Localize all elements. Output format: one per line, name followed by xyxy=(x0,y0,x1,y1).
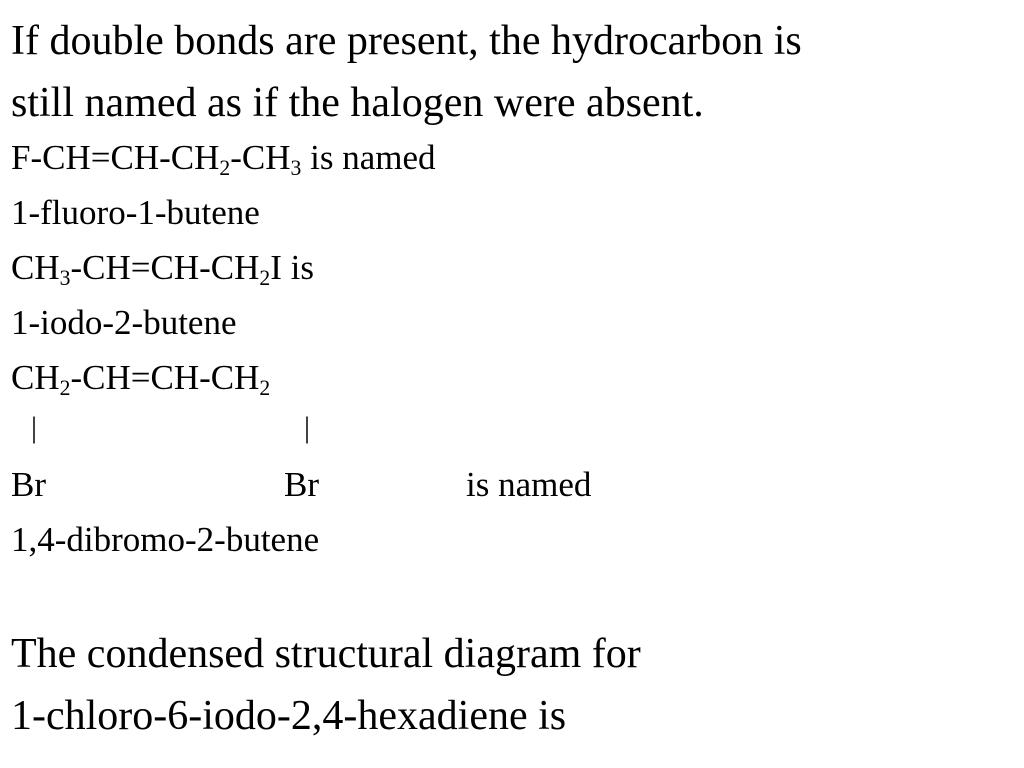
formula-part: CH xyxy=(11,358,60,397)
formula-subscript: 3 xyxy=(59,266,71,291)
bond-line-right: | xyxy=(304,411,311,444)
formula-part: -CH=CH-CH xyxy=(70,358,260,397)
formula-part: -CH=CH-CH xyxy=(70,248,260,287)
formula-part: is named xyxy=(301,138,436,177)
substituent-right: Br xyxy=(284,465,319,504)
formula-subscript: 3 xyxy=(290,156,302,181)
formula-part: F-CH=CH-CH xyxy=(11,138,220,177)
example1-formula xyxy=(11,138,436,181)
formula-part: I is xyxy=(270,248,314,287)
question-line-2: 1-chloro-6-iodo-2,4-hexadiene is xyxy=(11,693,567,739)
example3-formula xyxy=(11,358,271,401)
example2-formula xyxy=(11,248,314,291)
bond-line-left: | xyxy=(31,411,38,444)
formula-part: CH xyxy=(11,248,60,287)
is-named-label: is named xyxy=(466,465,592,504)
example1-name: 1-fluoro-1-butene xyxy=(11,193,260,232)
intro-line-1: If double bonds are present, the hydrocarbon is xyxy=(11,18,802,64)
formula-subscript: 2 xyxy=(259,376,271,401)
intro-line-2: still named as if the halogen were absent. xyxy=(11,80,704,126)
formula-subscript: 2 xyxy=(259,266,271,291)
formula-subscript: 2 xyxy=(59,376,71,401)
example2-name: 1-iodo-2-butene xyxy=(11,303,237,342)
example3-name: 1,4-dibromo-2-butene xyxy=(11,520,320,559)
question-line-1: The condensed structural diagram for xyxy=(11,631,641,677)
formula-part: -CH xyxy=(230,138,291,177)
substituent-left: Br xyxy=(11,465,46,504)
formula-subscript: 2 xyxy=(219,156,231,181)
